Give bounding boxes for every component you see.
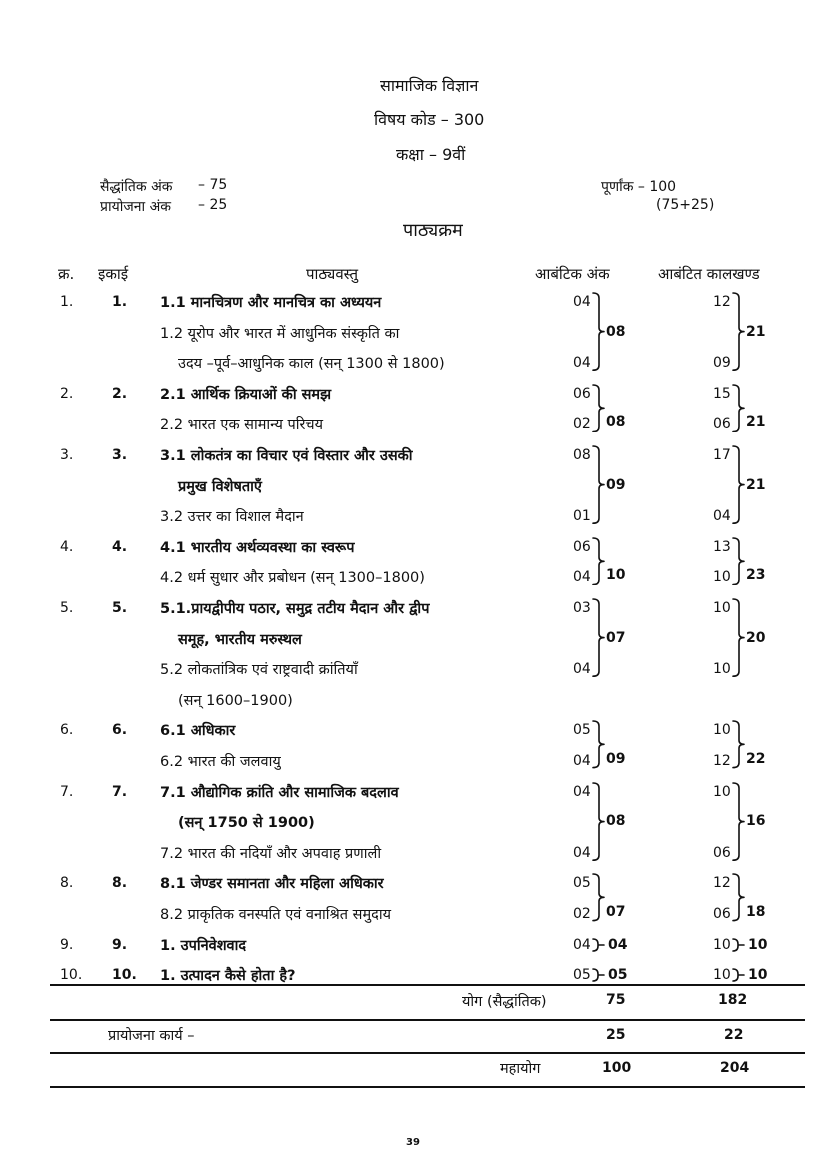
- marks-value: 04: [573, 844, 591, 861]
- periods-total: 10: [748, 967, 768, 984]
- topic-line: 5.2 लोकतांत्रिक एवं राष्ट्रवादी क्रांतियाँ: [160, 662, 358, 679]
- column-header-marks: आबंटिक अंक: [535, 265, 610, 283]
- brace-icon: [732, 873, 746, 922]
- theory-marks-label: सैद्धांतिक अंक: [100, 179, 173, 195]
- marks-value: 04: [573, 753, 591, 769]
- periods-total: 21: [746, 323, 766, 340]
- row-serial-number: 1.: [60, 294, 74, 310]
- project-total-periods: 22: [724, 1027, 744, 1043]
- periods-total: 20: [746, 629, 766, 646]
- periods-total: 18: [746, 903, 766, 920]
- periods-value: 12: [713, 753, 731, 769]
- marks-value: 05: [573, 722, 591, 739]
- divider-line: [50, 1086, 805, 1088]
- periods-value: 09: [713, 355, 731, 372]
- row-serial-number: 7.: [60, 783, 74, 800]
- brace-icon: [732, 720, 746, 769]
- periods-value: 04: [713, 508, 731, 525]
- row-serial-number: 4.: [60, 538, 74, 555]
- topic-line: 1. उपनिवेशवाद: [160, 937, 247, 954]
- periods-total: 23: [746, 567, 766, 584]
- marks-value: 04: [573, 661, 591, 678]
- marks-value: 04: [573, 294, 591, 310]
- periods-value: 17: [713, 447, 731, 463]
- page-number: 39: [406, 1137, 420, 1148]
- periods-value: 10: [713, 967, 731, 984]
- project-work-label: प्रायोजना कार्य –: [108, 1028, 195, 1044]
- marks-total: 07: [606, 903, 626, 920]
- topic-line: 3.1 लोकतंत्र का विचार एवं विस्तार और उसकी: [160, 448, 413, 464]
- brace-icon: [592, 720, 606, 769]
- divider-line: [50, 1019, 805, 1021]
- topic-line: 4.1 भारतीय अर्थव्यवस्था का स्वरूप: [160, 539, 355, 556]
- theory-marks-value: – 75: [198, 177, 228, 193]
- syllabus-heading: पाठ्यक्रम: [403, 220, 463, 241]
- brace-icon: [592, 445, 606, 524]
- column-header-content: पाठ्यवस्तु: [306, 265, 359, 283]
- row-serial-number: 8.: [60, 875, 74, 892]
- brace-icon: [592, 537, 606, 586]
- brace-icon: [732, 966, 746, 984]
- topic-line: समूह, भारतीय मरुस्थल: [178, 631, 302, 648]
- topic-line: 8.2 प्राकृतिक वनस्पति एवं वनाश्रित समुदाय: [160, 907, 391, 923]
- brace-icon: [592, 598, 606, 677]
- row-unit-number: 2.: [112, 385, 128, 402]
- marks-value: 04: [573, 569, 591, 586]
- brace-icon: [732, 936, 746, 954]
- topic-line: 3.2 उत्तर का विशाल मैदान: [160, 509, 304, 526]
- marks-value: 02: [573, 416, 591, 433]
- periods-value: 10: [713, 661, 731, 678]
- topic-line: 1. उत्पादन कैसे होता है?: [160, 968, 296, 985]
- row-serial-number: 6.: [60, 722, 74, 739]
- row-serial-number: 5.: [60, 600, 74, 616]
- marks-total: 08: [606, 323, 626, 340]
- brace-icon: [732, 445, 746, 524]
- marks-value: 05: [573, 875, 591, 892]
- marks-value: 08: [573, 447, 591, 463]
- marks-value: 04: [573, 355, 591, 372]
- column-header-periods: आबंटित कालखण्ड: [658, 265, 760, 283]
- marks-value: 03: [573, 600, 591, 616]
- marks-total: 04: [608, 936, 628, 953]
- brace-icon: [732, 537, 746, 586]
- brace-icon: [592, 966, 606, 984]
- row-unit-number: 8.: [112, 875, 128, 892]
- brace-icon: [592, 782, 606, 861]
- row-unit-number: 3.: [112, 447, 128, 463]
- topic-line: प्रमुख विशेषताएँ: [178, 478, 262, 495]
- theory-total-periods: 182: [718, 992, 748, 1008]
- topic-line: 2.1 आर्थिक क्रियाओं की समझ: [160, 386, 332, 403]
- marks-total: 09: [606, 476, 626, 493]
- column-header-unit: इकाई: [98, 265, 129, 283]
- marks-total: 08: [606, 813, 626, 830]
- marks-total: 07: [606, 629, 626, 646]
- periods-total: 21: [746, 476, 766, 493]
- periods-value: 12: [713, 875, 731, 892]
- total-marks: पूर्णांक – 100: [601, 179, 677, 195]
- grand-total-periods: 204: [720, 1060, 750, 1076]
- row-unit-number: 6.: [112, 722, 128, 739]
- divider-line: [50, 1052, 805, 1054]
- topic-line: 1.1 मानचित्रण और मानचित्र का अध्ययन: [160, 295, 382, 311]
- brace-icon: [592, 873, 606, 922]
- row-serial-number: 9.: [60, 936, 74, 953]
- marks-total: 09: [606, 750, 626, 767]
- marks-value: 01: [573, 508, 591, 525]
- periods-total: 21: [746, 414, 766, 431]
- row-unit-number: 10.: [112, 967, 137, 984]
- topic-line: 2.2 भारत एक सामान्य परिचय: [160, 417, 324, 434]
- periods-value: 10: [713, 600, 731, 616]
- grand-total-label: महायोग: [500, 1061, 541, 1077]
- brace-icon: [732, 292, 746, 371]
- brace-icon: [732, 782, 746, 861]
- periods-value: 13: [713, 538, 731, 555]
- marks-value: 06: [573, 385, 591, 402]
- row-serial-number: 2.: [60, 385, 74, 402]
- class-label: कक्षा – 9वीं: [396, 145, 466, 164]
- topic-line: 5.1.प्रायद्वीपीय पठार, समुद्र तटीय मैदान और द्वीप: [160, 601, 430, 617]
- divider-line: [50, 984, 805, 986]
- periods-value: 10: [713, 936, 731, 953]
- column-header-sno: क्र.: [58, 265, 75, 283]
- document-title: सामाजिक विज्ञान: [380, 76, 479, 95]
- periods-value: 10: [713, 783, 731, 800]
- subject-code: विषय कोड – 300: [374, 110, 485, 129]
- row-serial-number: 10.: [60, 967, 83, 984]
- total-marks-split: (75+25): [656, 197, 715, 213]
- periods-value: 10: [713, 722, 731, 739]
- periods-value: 06: [713, 416, 731, 433]
- row-serial-number: 3.: [60, 447, 74, 463]
- marks-value: 04: [573, 783, 591, 800]
- marks-value: 06: [573, 538, 591, 555]
- brace-icon: [732, 598, 746, 677]
- topic-line: उदय –पूर्व–आधुनिक काल (सन् 1300 से 1800): [178, 356, 445, 373]
- periods-value: 06: [713, 844, 731, 861]
- row-unit-number: 1.: [112, 294, 128, 310]
- marks-total: 05: [608, 967, 628, 984]
- topic-line: (सन् 1600–1900): [178, 692, 293, 709]
- periods-total: 16: [746, 813, 766, 830]
- marks-total: 10: [606, 567, 626, 584]
- project-marks-value: – 25: [198, 197, 228, 213]
- project-marks-label: प्रायोजना अंक: [100, 199, 172, 215]
- periods-total: 10: [748, 936, 768, 953]
- periods-value: 06: [713, 906, 731, 922]
- periods-value: 12: [713, 294, 731, 310]
- periods-value: 10: [713, 569, 731, 586]
- topic-line: 7.1 औद्योगिक क्रांति और सामाजिक बदलाव: [160, 784, 399, 801]
- topic-line: 8.1 जेण्डर समानता और महिला अधिकार: [160, 876, 384, 893]
- marks-total: 08: [606, 414, 626, 431]
- topic-line: 6.2 भारत की जलवायु: [160, 754, 281, 770]
- marks-value: 04: [573, 936, 591, 953]
- topic-line: 4.2 धर्म सुधार और प्रबोधन (सन् 1300–1800): [160, 570, 425, 587]
- brace-icon: [592, 292, 606, 371]
- brace-icon: [592, 384, 606, 433]
- brace-icon: [732, 384, 746, 433]
- row-unit-number: 5.: [112, 600, 128, 616]
- project-total-marks: 25: [606, 1027, 626, 1043]
- periods-value: 15: [713, 385, 731, 402]
- topic-line: 6.1 अधिकार: [160, 723, 236, 740]
- marks-value: 05: [573, 967, 591, 984]
- grand-total-marks: 100: [602, 1060, 632, 1076]
- row-unit-number: 4.: [112, 538, 128, 555]
- topic-line: (सन् 1750 से 1900): [178, 815, 315, 832]
- marks-value: 02: [573, 906, 591, 922]
- periods-total: 22: [746, 750, 766, 767]
- topic-line: 1.2 यूरोप और भारत में आधुनिक संस्कृति का: [160, 325, 400, 342]
- brace-icon: [592, 936, 606, 954]
- row-unit-number: 9.: [112, 936, 128, 953]
- row-unit-number: 7.: [112, 783, 128, 800]
- topic-line: 7.2 भारत की नदियाँ और अपवाह प्रणाली: [160, 845, 382, 862]
- theory-total-label: योग (सैद्धांतिक): [462, 994, 547, 1010]
- theory-total-marks: 75: [606, 992, 626, 1008]
